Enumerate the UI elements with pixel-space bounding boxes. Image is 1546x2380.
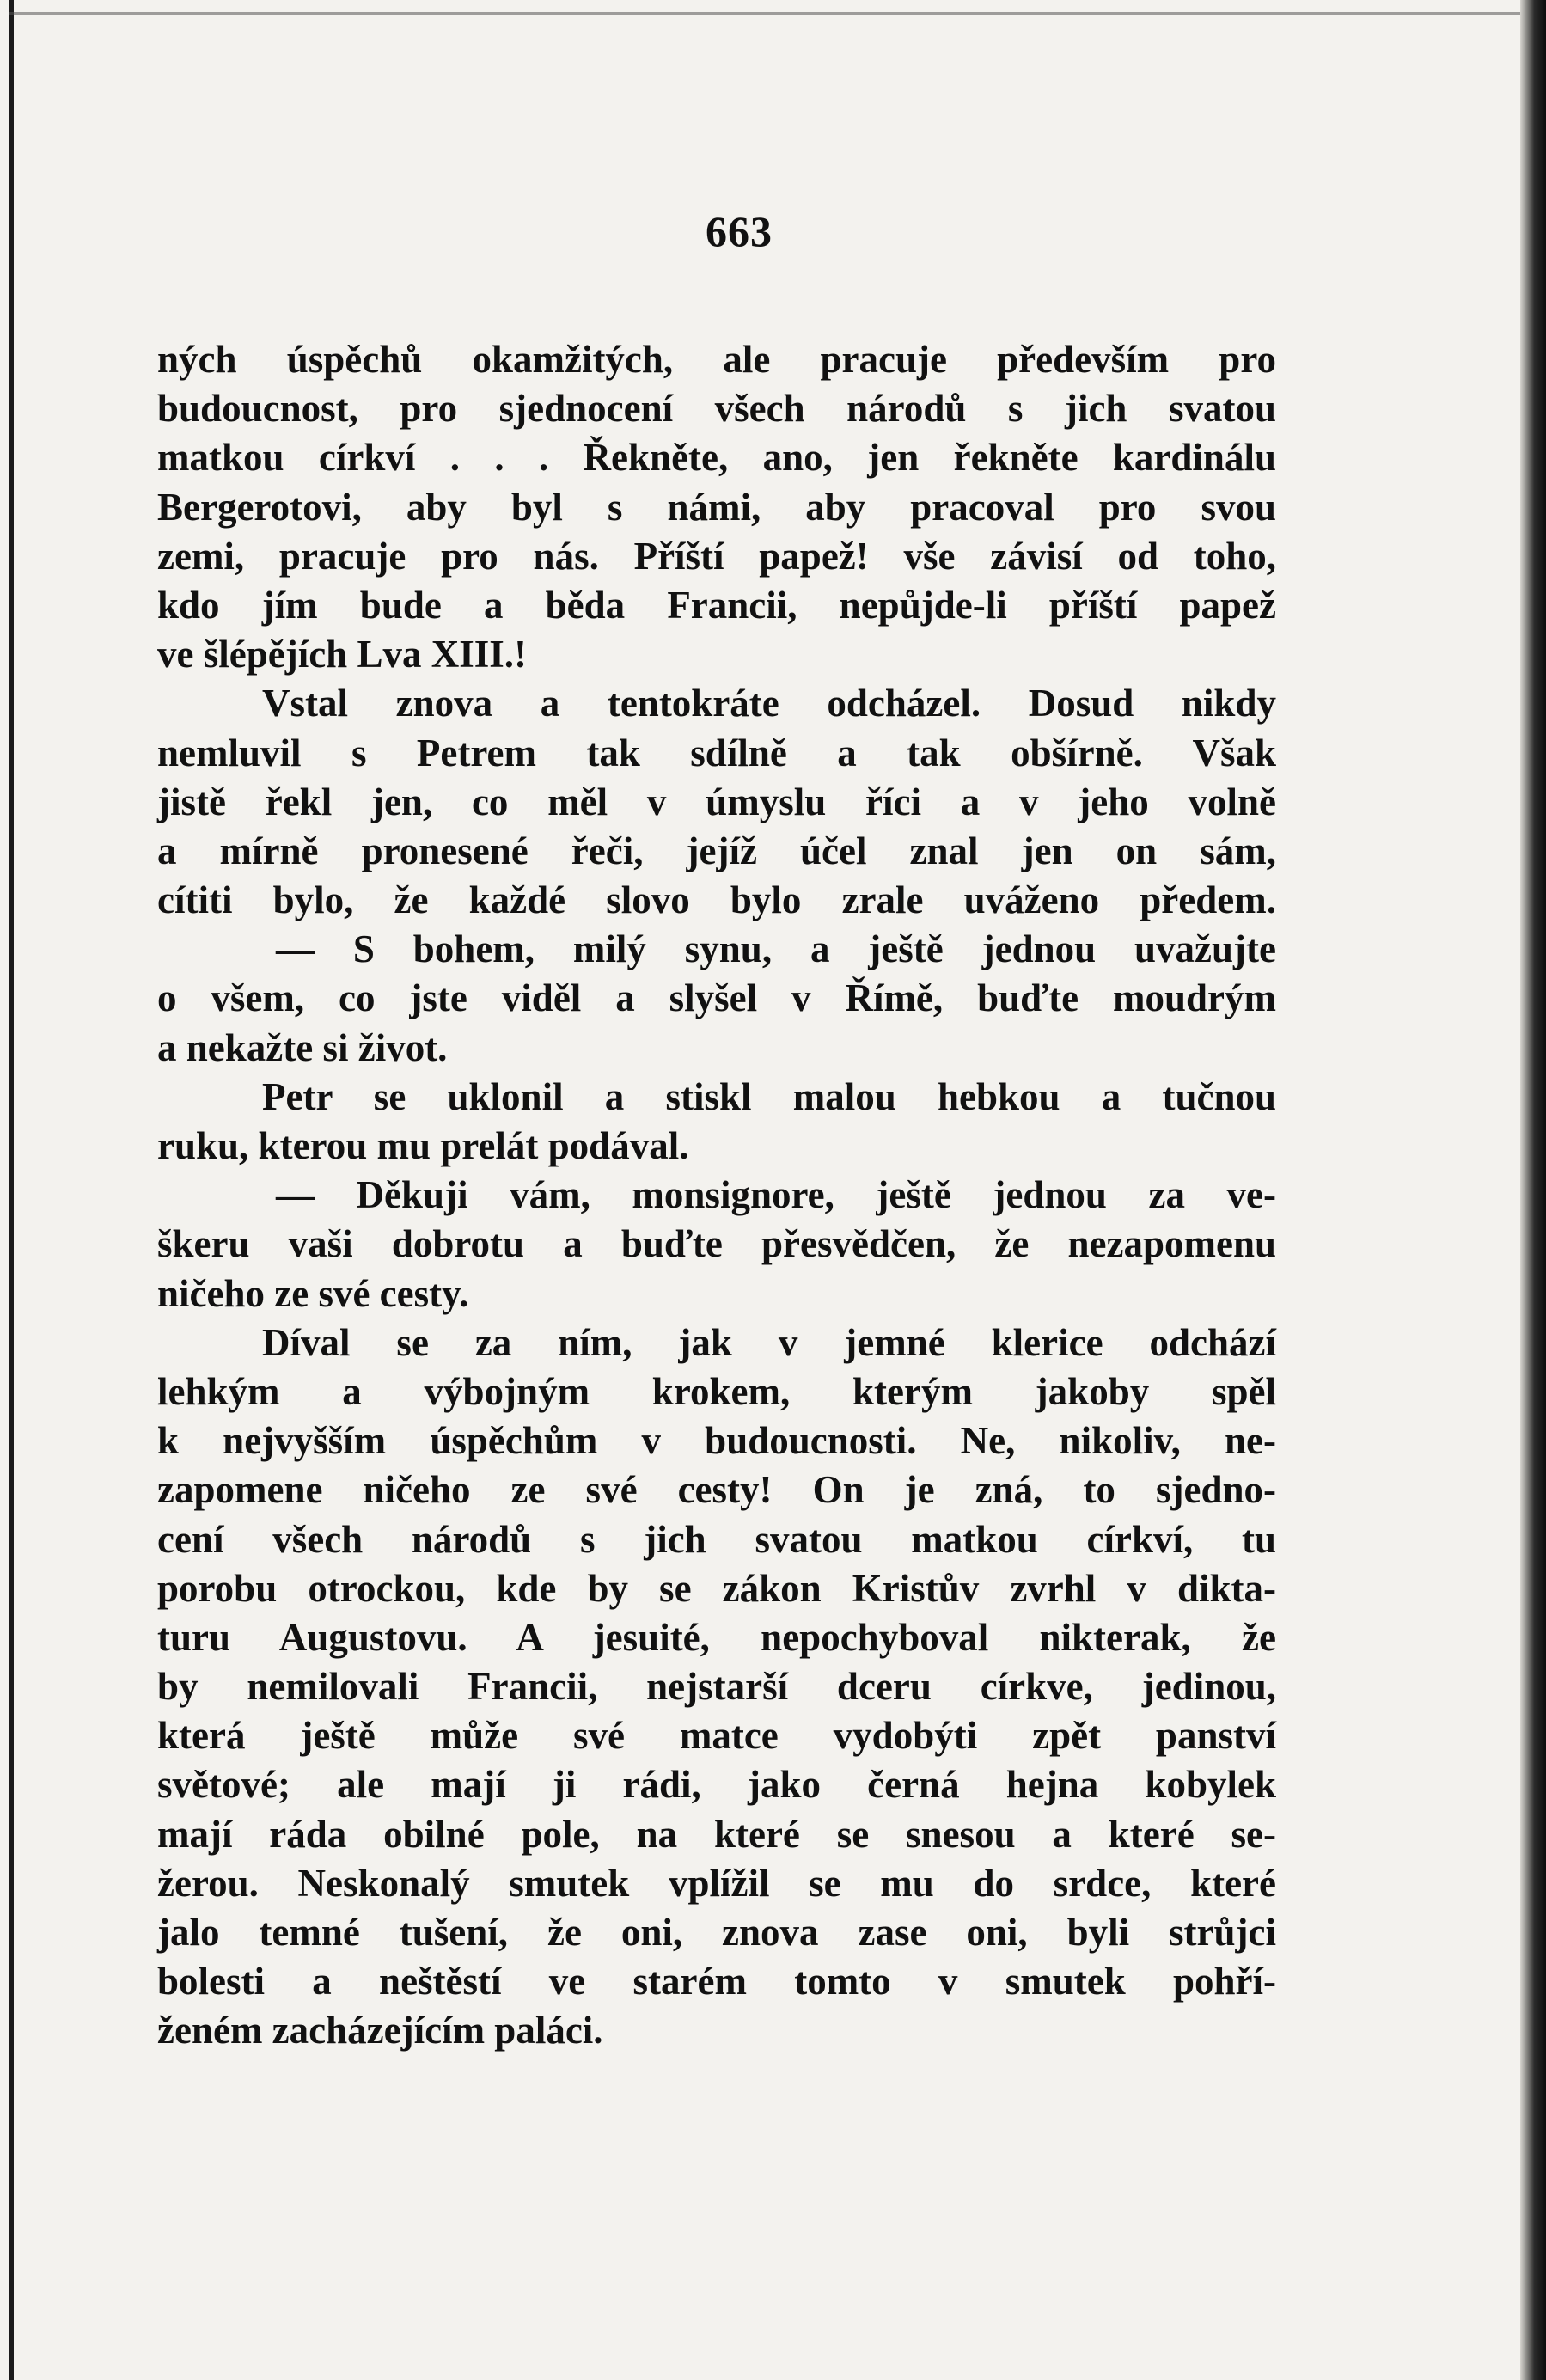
- text-line: — S bohem, milý synu, a ještě jednou uvažujte: [276, 927, 1276, 971]
- text-line: Díval se za ním, jak v jemné klerice odchází: [262, 1320, 1276, 1364]
- text-line: bolesti a neštěstí ve starém tomto v smutek pohří-: [157, 1960, 1276, 2004]
- text-line: žerou. Neskonalý smutek vplížil se mu do srdce, které: [157, 1861, 1276, 1905]
- text-line: a nekažte si život.: [157, 1025, 448, 1069]
- text-line: která ještě může své matce vydobýti zpět panství: [157, 1714, 1276, 1758]
- text-line: jalo temné tušení, že oni, znova zase oni, byli strůjci: [157, 1911, 1276, 1954]
- text-line: turu Augustovu. A jesuité, nepochyboval nikterak, že: [157, 1615, 1276, 1659]
- text-line: Petr se uklonil a stiskl malou hebkou a tučnou: [262, 1074, 1276, 1118]
- page-number: 663: [706, 207, 773, 255]
- text-line: ženém zacházejícím paláci.: [157, 2009, 603, 2053]
- text-line: by nemilovali Francii, nejstarší dceru církve, jedinou,: [157, 1665, 1276, 1709]
- text-line: budoucnost, pro sjednocení všech národů s jich svatou: [157, 387, 1276, 431]
- text-line: ných úspěchů okamžitých, ale pracuje především pro: [157, 338, 1276, 381]
- text-line: porobu otrockou, kde by se zákon Kristův zvrhl v dikta-: [157, 1566, 1276, 1610]
- text-line: zemi, pracuje pro nás. Příští papež! vše závisí od toho,: [157, 534, 1276, 578]
- text-line: a mírně pronesené řeči, jejíž účel znal jen on sám,: [157, 829, 1276, 872]
- text-line: nemluvil s Petrem tak sdílně a tak obšírně. Však: [157, 731, 1276, 774]
- text-line: o všem, co jste viděl a slyšel v Římě, buďte moudrým: [157, 976, 1276, 1020]
- text-line: cení všech národů s jich svatou matkou církví, tu: [157, 1517, 1276, 1561]
- text-line: — Děkuji vám, monsignore, ještě jednou za ve-: [276, 1173, 1276, 1217]
- text-line: kdo jím bude a běda Francii, nepůjde-li příští papež: [157, 583, 1276, 627]
- text-line: zapomene ničeho ze své cesty! On je zná, to sjedno-: [157, 1468, 1276, 1512]
- text-line: ničeho ze své cesty.: [157, 1271, 469, 1315]
- text-line: jistě řekl jen, co měl v úmyslu říci a v jeho volně: [157, 780, 1276, 823]
- page-top-edge: [9, 12, 1521, 15]
- text-line: mají ráda obilné pole, na které se snesou a které se-: [157, 1812, 1276, 1856]
- text-line: ve šlépějích Lva XIII.!: [157, 633, 527, 676]
- page-right-edge: [1520, 0, 1546, 2380]
- text-line: lehkým a výbojným krokem, kterým jakoby spěl: [157, 1369, 1276, 1413]
- text-line: matkou církví . . . Řekněte, ano, jen řekněte kardinálu: [157, 436, 1276, 480]
- text-line: cítiti bylo, že každé slovo bylo zrale uváženo předem.: [157, 878, 1276, 922]
- text-line: k nejvyšším úspěchům v budoucnosti. Ne, nikoliv, ne-: [157, 1419, 1276, 1463]
- body-text: [157, 335, 1276, 2056]
- page-left-edge: [9, 0, 14, 2380]
- text-line: Bergerotovi, aby byl s námi, aby pracoval pro svou: [157, 485, 1276, 529]
- text-line: škeru vaši dobrotu a buďte přesvědčen, že nezapomenu: [157, 1222, 1276, 1266]
- text-line: ruku, kterou mu prelát podával.: [157, 1124, 689, 1167]
- text-line: světové; ale mají ji rádi, jako černá hejna kobylek: [157, 1763, 1276, 1807]
- text-line: Vstal znova a tentokráte odcházel. Dosud nikdy: [262, 682, 1276, 725]
